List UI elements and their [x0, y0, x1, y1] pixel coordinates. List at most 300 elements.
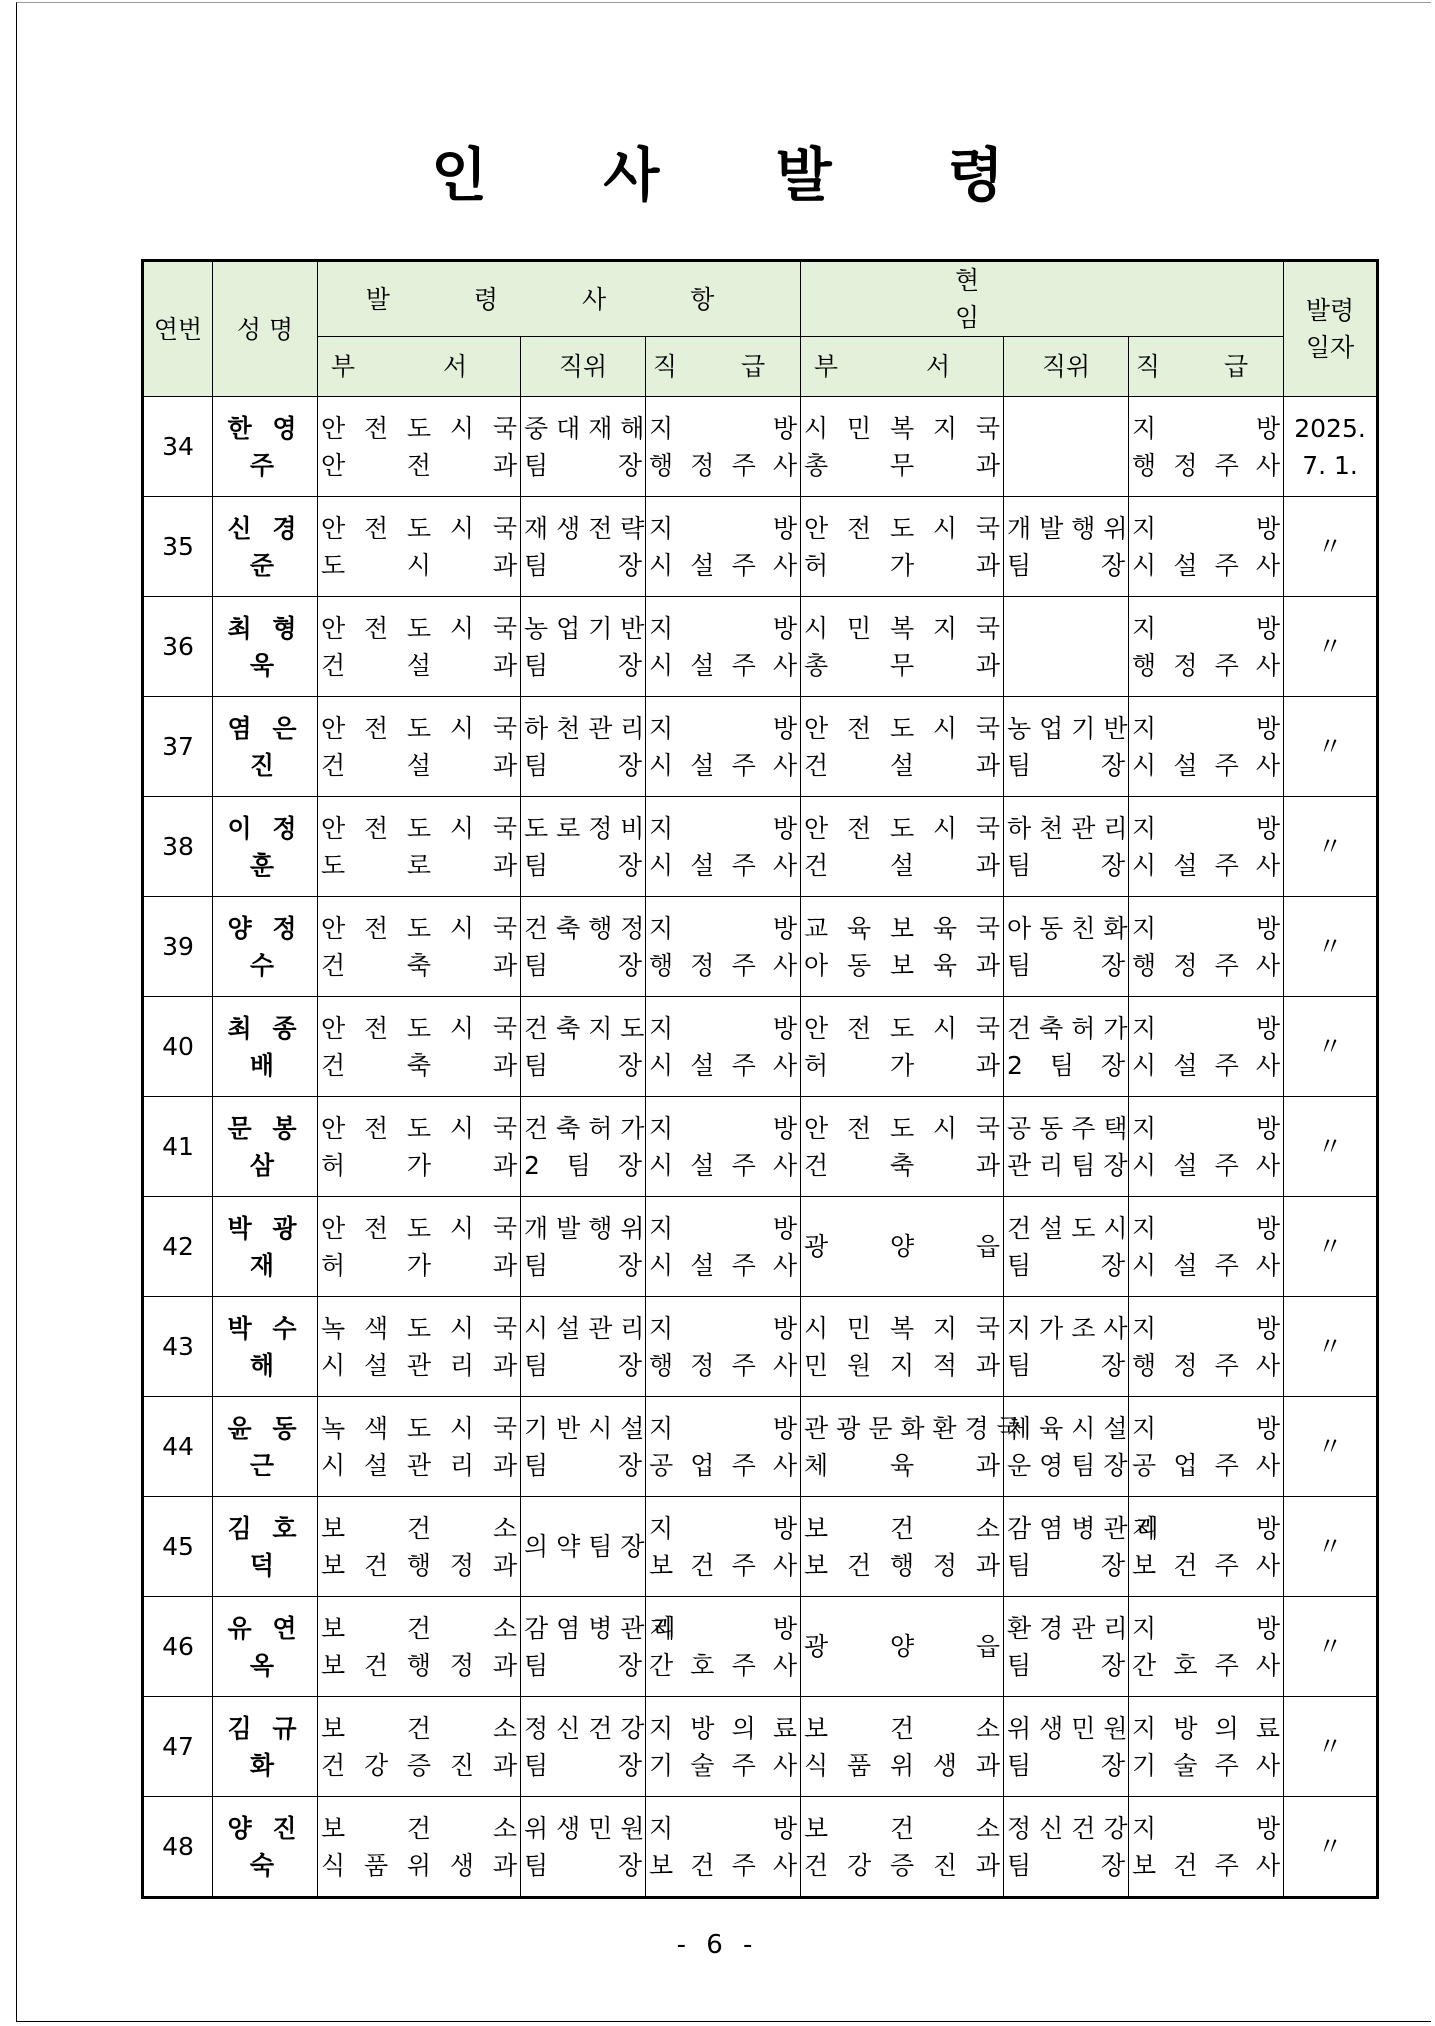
order-rank — [646, 1397, 801, 1497]
table-row — [143, 1197, 1378, 1297]
order-rank — [646, 697, 801, 797]
order-rank-line-1: 지 방 — [649, 1613, 798, 1643]
current-position-line-1 — [1007, 410, 1125, 447]
current-rank-line-2: 시 설 주 사 — [1132, 750, 1281, 780]
current-rank — [1129, 1597, 1284, 1697]
current-dept-line-2: 민 원 지 적 과 — [804, 1350, 1001, 1380]
order-dept — [318, 1297, 521, 1397]
order-dept — [318, 1097, 521, 1197]
order-rank — [646, 1197, 801, 1297]
person-name: 김 규 화 — [213, 1697, 318, 1797]
order-position — [521, 1497, 646, 1597]
current-rank-line-1: 지 방 — [1132, 913, 1281, 943]
current-dept-line-1: 안 전 도 시 국 — [804, 813, 1001, 843]
row-number: 39 — [143, 897, 213, 997]
order-position-line-2: 팀 장 — [524, 850, 642, 880]
current-dept-line-1: 관 광 문 화 환 경 국 — [804, 1413, 1021, 1443]
order-dept-line-1: 안 전 도 시 국 — [321, 913, 517, 943]
current-position-line-1: 환 경 관 리 — [1007, 1613, 1128, 1643]
person-name: 이 정 훈 — [213, 797, 318, 897]
current-position-line-1: 하 천 관 리 — [1007, 813, 1128, 843]
current-position — [1004, 797, 1129, 897]
order-position-line-1: 의 약 팀 장 — [524, 1531, 645, 1561]
order-rank — [646, 1697, 801, 1797]
order-rank-line-1: 지 방 — [649, 413, 798, 443]
current-dept-line-1: 안 전 도 시 국 — [804, 713, 1001, 743]
order-rank-line-2: 기 술 주 사 — [649, 1750, 798, 1780]
order-rank-line-2: 시 설 주 사 — [649, 650, 798, 680]
person-name: 유 연 옥 — [213, 1597, 318, 1697]
person-name: 박 광 재 — [213, 1197, 318, 1297]
row-number: 47 — [143, 1697, 213, 1797]
order-dept — [318, 1197, 521, 1297]
table-row — [143, 697, 1378, 797]
current-dept — [801, 497, 1004, 597]
row-number: 36 — [143, 597, 213, 697]
table-row — [143, 1397, 1378, 1497]
order-date: 〃 — [1284, 597, 1378, 697]
current-position — [1004, 1197, 1129, 1297]
current-dept-line-2: 보 건 행 정 과 — [804, 1550, 1001, 1580]
order-date-line: 2025. — [1294, 413, 1366, 443]
order-rank-line-2: 시 설 주 사 — [649, 1150, 798, 1180]
current-position — [1004, 1297, 1129, 1397]
order-position-line-2: 팀 장 — [524, 1350, 642, 1380]
order-rank — [646, 1297, 801, 1397]
personnel-order-table — [141, 259, 1379, 1899]
order-position-line-1: 농 업 기 반 — [524, 613, 645, 643]
order-position — [521, 797, 646, 897]
order-dept — [318, 697, 521, 797]
order-rank — [646, 497, 801, 597]
current-position-line-2: 팀 장 — [1007, 1750, 1126, 1780]
row-number: 34 — [143, 397, 213, 497]
current-position-line-1: 농 업 기 반 — [1007, 713, 1128, 743]
order-dept — [318, 397, 521, 497]
table-row — [143, 397, 1378, 497]
order-dept-line-2: 시 설 관 리 과 — [321, 1350, 517, 1380]
current-position-line-2: 2 팀 장 — [1007, 1050, 1126, 1080]
order-rank-line-2: 행 정 주 사 — [649, 950, 798, 980]
order-position-line-1: 정 신 건 강 — [524, 1713, 645, 1743]
order-position-line-1: 건 축 지 도 — [524, 1013, 645, 1043]
header-date-line-1: 발령 — [1305, 296, 1355, 325]
current-dept — [801, 697, 1004, 797]
order-rank-line-1: 지 방 — [649, 613, 798, 643]
order-position-line-1: 기 반 시 설 — [524, 1413, 645, 1443]
order-dept-line-1: 녹 색 도 시 국 — [321, 1413, 517, 1443]
table-row — [143, 1697, 1378, 1797]
header-date — [1284, 261, 1378, 397]
order-dept-line-1: 안 전 도 시 국 — [321, 1013, 517, 1043]
current-rank-line-2: 시 설 주 사 — [1132, 550, 1281, 580]
current-rank-line-2: 시 설 주 사 — [1132, 1150, 1281, 1180]
current-dept — [801, 997, 1004, 1097]
current-rank-line-2: 행 정 주 사 — [1132, 950, 1281, 980]
current-rank — [1129, 497, 1284, 597]
person-name: 신 경 준 — [213, 497, 318, 597]
order-position — [521, 1597, 677, 1697]
order-rank-line-1: 지 방 — [649, 1413, 798, 1443]
current-dept-line-2: 건 축 과 — [804, 1150, 1001, 1180]
header-current-dept: 부 서 — [801, 337, 1004, 397]
document-title: 인 사 발 령 — [431, 141, 1052, 209]
order-dept — [318, 997, 521, 1097]
order-position — [521, 597, 646, 697]
person-name: 문 봉 삼 — [213, 1097, 318, 1197]
order-position-line-1: 위 생 민 원 — [524, 1813, 645, 1843]
current-dept-line-2: 식 품 위 생 과 — [804, 1750, 1001, 1780]
current-position-line-2: 팀 장 — [1007, 1550, 1126, 1580]
order-date: 〃 — [1284, 1597, 1378, 1697]
order-position — [521, 1197, 646, 1297]
current-rank — [1129, 997, 1284, 1097]
current-position-line-2: 관 리 팀 장 — [1007, 1150, 1128, 1180]
order-rank — [646, 997, 801, 1097]
header-order-rank: 직 급 — [646, 337, 801, 397]
current-dept — [801, 1697, 1004, 1797]
current-position — [1004, 1397, 1129, 1497]
current-dept-line-1: 보 건 소 — [804, 1513, 1001, 1543]
current-rank-line-2: 기 술 주 사 — [1132, 1750, 1281, 1780]
order-rank-line-1: 지 방 — [649, 713, 798, 743]
current-dept-line-1: 보 건 소 — [804, 1713, 1001, 1743]
current-position — [1004, 1497, 1160, 1597]
current-rank-line-1: 지 방 — [1132, 1813, 1281, 1843]
current-dept — [801, 897, 1004, 997]
current-position-line-1: 개 발 행 위 — [1007, 513, 1128, 543]
current-position-line-1: 건 설 도 시 — [1007, 1213, 1128, 1243]
order-position — [521, 1397, 646, 1497]
order-dept-line-2: 보 건 행 정 과 — [321, 1650, 517, 1680]
order-dept — [318, 1697, 521, 1797]
current-dept-line-1: 광 양 읍 — [804, 1631, 1001, 1661]
current-rank-line-1: 지 방 — [1132, 1213, 1281, 1243]
order-dept-line-1: 보 건 소 — [321, 1613, 517, 1643]
order-date-line: 7. 1. — [1302, 450, 1358, 480]
table-row — [143, 1597, 1378, 1697]
order-position-line-1: 하 천 관 리 — [524, 713, 645, 743]
current-dept — [801, 1497, 1004, 1597]
order-dept-line-2: 허 가 과 — [321, 1250, 517, 1280]
current-dept-line-2: 아 동 보 육 과 — [804, 950, 1001, 980]
current-dept-line-2: 건 강 증 진 과 — [804, 1850, 1001, 1880]
order-dept-line-2: 건 강 증 진 과 — [321, 1750, 517, 1780]
order-rank-line-2: 시 설 주 사 — [649, 750, 798, 780]
current-position-line-1: 감 염 병 관 리 — [1007, 1513, 1160, 1543]
order-position-line-1: 도 로 정 비 — [524, 813, 645, 843]
current-position-line-1: 공 동 주 택 — [1007, 1113, 1128, 1143]
current-rank — [1129, 1697, 1284, 1797]
current-position-line-2 — [1007, 647, 1125, 684]
table-row — [143, 1797, 1378, 1898]
current-position-line-2: 팀 장 — [1007, 550, 1126, 580]
header-order-group: 발 령 사 항 — [318, 261, 801, 337]
order-position — [521, 1697, 646, 1797]
order-date: 〃 — [1284, 1097, 1378, 1197]
header-order-position: 직위 — [521, 337, 646, 397]
order-dept-line-2: 도 시 과 — [321, 550, 517, 580]
row-number: 48 — [143, 1797, 213, 1898]
order-position-line-2: 팀 장 — [524, 550, 642, 580]
current-rank-line-2: 행 정 주 사 — [1132, 650, 1281, 680]
order-rank-line-1: 지 방 — [649, 513, 798, 543]
order-dept — [318, 1397, 521, 1497]
header-current-position: 직위 — [1004, 337, 1129, 397]
current-rank-line-1: 지 방 — [1132, 1113, 1281, 1143]
order-position — [521, 397, 646, 497]
current-position-line-1: 아 동 친 화 — [1007, 913, 1128, 943]
order-date: 〃 — [1284, 697, 1378, 797]
current-dept — [801, 1097, 1004, 1197]
current-rank — [1129, 697, 1284, 797]
order-position-line-2: 팀 장 — [524, 1450, 642, 1480]
current-rank-line-1: 지 방 — [1132, 1613, 1281, 1643]
order-date: 〃 — [1284, 1797, 1378, 1898]
order-rank — [646, 1497, 801, 1597]
current-position — [1004, 1697, 1129, 1797]
current-rank-line-1: 지 방 — [1132, 513, 1281, 543]
current-position-line-2: 팀 장 — [1007, 1250, 1126, 1280]
order-rank-line-2: 시 설 주 사 — [649, 1050, 798, 1080]
current-dept-line-1: 시 민 복 지 국 — [804, 1313, 1001, 1343]
current-position-line-2: 팀 장 — [1007, 950, 1126, 980]
row-number: 45 — [143, 1497, 213, 1597]
current-rank — [1129, 1497, 1284, 1597]
order-position — [521, 1097, 646, 1197]
order-dept — [318, 797, 521, 897]
current-dept-line-2: 허 가 과 — [804, 550, 1001, 580]
current-dept — [801, 1397, 1021, 1497]
order-dept-line-2: 안 전 과 — [321, 450, 517, 480]
order-date: 〃 — [1284, 1697, 1378, 1797]
order-dept — [318, 1497, 521, 1597]
current-rank-line-1: 지 방 의 료 — [1132, 1713, 1281, 1743]
current-position-line-1: 지 가 조 사 — [1007, 1313, 1128, 1343]
person-name: 윤 동 근 — [213, 1397, 318, 1497]
order-dept-line-1: 안 전 도 시 국 — [321, 413, 517, 443]
current-dept — [801, 1197, 1004, 1297]
header-current-group: 현 임 — [801, 261, 1284, 337]
current-position — [1004, 897, 1129, 997]
current-dept-line-1: 시 민 복 지 국 — [804, 613, 1001, 643]
order-rank — [646, 797, 801, 897]
current-dept-line-1: 안 전 도 시 국 — [804, 1013, 1001, 1043]
current-rank — [1129, 597, 1284, 697]
person-name: 박 수 해 — [213, 1297, 318, 1397]
current-position-line-2: 팀 장 — [1007, 1650, 1126, 1680]
order-dept — [318, 497, 521, 597]
order-rank — [646, 1797, 801, 1898]
row-number: 46 — [143, 1597, 213, 1697]
order-position-line-2: 2 팀 장 — [524, 1150, 642, 1180]
order-dept-line-1: 보 건 소 — [321, 1513, 517, 1543]
current-position — [1004, 397, 1129, 497]
current-position-line-2: 팀 장 — [1007, 1850, 1126, 1880]
row-number: 41 — [143, 1097, 213, 1197]
current-rank-line-1: 지 방 — [1132, 813, 1281, 843]
current-position-line-2 — [1007, 447, 1125, 484]
current-position — [1004, 597, 1129, 697]
order-dept-line-1: 안 전 도 시 국 — [321, 513, 517, 543]
row-number: 35 — [143, 497, 213, 597]
order-dept — [318, 897, 521, 997]
current-rank-line-2: 시 설 주 사 — [1132, 1050, 1281, 1080]
current-position-line-1: 체 육 시 설 — [1007, 1413, 1128, 1443]
order-dept-line-1: 안 전 도 시 국 — [321, 713, 517, 743]
order-position-line-1: 건 축 행 정 — [524, 913, 645, 943]
current-dept-line-1: 시 민 복 지 국 — [804, 413, 1001, 443]
current-position-line-1 — [1007, 610, 1125, 647]
order-dept-line-2: 보 건 행 정 과 — [321, 1550, 517, 1580]
order-rank-line-1: 지 방 — [649, 1313, 798, 1343]
order-rank-line-2: 행 정 주 사 — [649, 450, 798, 480]
order-position-line-2: 팀 장 — [524, 650, 642, 680]
order-dept-line-1: 안 전 도 시 국 — [321, 1113, 517, 1143]
current-rank-line-2: 시 설 주 사 — [1132, 1250, 1281, 1280]
order-position-line-1: 시 설 관 리 — [524, 1313, 645, 1343]
current-rank — [1129, 797, 1284, 897]
order-position-line-2: 팀 장 — [524, 1850, 642, 1880]
current-rank-line-1: 지 방 — [1132, 1513, 1281, 1543]
order-dept-line-2: 건 축 과 — [321, 950, 517, 980]
table-row — [143, 797, 1378, 897]
current-rank — [1129, 1197, 1284, 1297]
order-dept-line-1: 안 전 도 시 국 — [321, 813, 517, 843]
page-number: - 6 - — [676, 1930, 759, 1960]
current-rank — [1129, 897, 1284, 997]
order-position-line-2: 팀 장 — [524, 1650, 642, 1680]
order-date: 〃 — [1284, 1197, 1378, 1297]
current-rank-line-1: 지 방 — [1132, 1413, 1281, 1443]
order-rank-line-2: 행 정 주 사 — [649, 1350, 798, 1380]
order-rank-line-1: 지 방 의 료 — [649, 1713, 798, 1743]
person-name: 한 영 주 — [213, 397, 318, 497]
table-row — [143, 1497, 1378, 1597]
order-position-line-2: 팀 장 — [524, 1050, 642, 1080]
current-position-line-2: 팀 장 — [1007, 850, 1126, 880]
order-position-line-1: 건 축 허 가 — [524, 1113, 645, 1143]
person-name: 최 형 욱 — [213, 597, 318, 697]
order-rank-line-2: 간 호 주 사 — [649, 1650, 798, 1680]
current-position — [1004, 697, 1129, 797]
current-rank-line-2: 행 정 주 사 — [1132, 450, 1281, 480]
current-position-line-2: 팀 장 — [1007, 750, 1126, 780]
order-dept — [318, 1597, 521, 1697]
header-no: 연번 — [143, 261, 213, 397]
current-rank-line-1: 지 방 — [1132, 413, 1281, 443]
current-dept — [801, 1597, 1004, 1697]
order-date: 〃 — [1284, 997, 1378, 1097]
current-dept-line-1: 광 양 읍 — [804, 1231, 1001, 1261]
current-rank-line-2: 보 건 주 사 — [1132, 1850, 1281, 1880]
current-dept-line-1: 안 전 도 시 국 — [804, 513, 1001, 543]
current-dept-line-2: 건 설 과 — [804, 850, 1001, 880]
order-position-line-2: 팀 장 — [524, 1750, 642, 1780]
current-rank — [1129, 1297, 1284, 1397]
order-date: 〃 — [1284, 797, 1378, 897]
order-position — [521, 697, 646, 797]
order-dept — [318, 597, 521, 697]
header-row-2 — [143, 337, 1378, 397]
order-dept-line-1: 안 전 도 시 국 — [321, 613, 517, 643]
order-date: 〃 — [1284, 1397, 1378, 1497]
current-rank-line-2: 보 건 주 사 — [1132, 1550, 1281, 1580]
order-rank — [646, 597, 801, 697]
row-number: 43 — [143, 1297, 213, 1397]
order-date: 〃 — [1284, 897, 1378, 997]
table-row — [143, 997, 1378, 1097]
order-rank-line-2: 시 설 주 사 — [649, 1250, 798, 1280]
order-dept-line-2: 건 축 과 — [321, 1050, 517, 1080]
table-row — [143, 897, 1378, 997]
row-number: 37 — [143, 697, 213, 797]
current-dept-line-1: 교 육 보 육 국 — [804, 913, 1001, 943]
current-dept-line-2: 총 무 과 — [804, 450, 1001, 480]
current-dept-line-2: 건 설 과 — [804, 750, 1001, 780]
current-rank-line-1: 지 방 — [1132, 613, 1281, 643]
header-name: 성 명 — [213, 261, 318, 397]
order-dept-line-2: 식 품 위 생 과 — [321, 1850, 517, 1880]
person-name: 김 호 덕 — [213, 1497, 318, 1597]
order-position — [521, 1797, 646, 1898]
order-rank-line-1: 지 방 — [649, 813, 798, 843]
current-position — [1004, 997, 1129, 1097]
order-rank-line-2: 시 설 주 사 — [649, 850, 798, 880]
row-number: 42 — [143, 1197, 213, 1297]
current-dept-line-2: 체 육 과 — [804, 1450, 1001, 1480]
current-rank-line-1: 지 방 — [1132, 1313, 1281, 1343]
row-number: 40 — [143, 997, 213, 1097]
order-rank — [646, 897, 801, 997]
order-position-line-1: 감 염 병 관 리 — [524, 1613, 677, 1643]
order-rank-line-2: 시 설 주 사 — [649, 550, 798, 580]
order-position — [521, 997, 646, 1097]
header-date-line-2: 일자 — [1305, 333, 1355, 362]
current-rank — [1129, 397, 1284, 497]
order-dept-line-1: 보 건 소 — [321, 1813, 517, 1843]
current-rank — [1129, 1097, 1284, 1197]
order-rank-line-1: 지 방 — [649, 1113, 798, 1143]
header-order-dept: 부 서 — [318, 337, 521, 397]
order-rank-line-1: 지 방 — [649, 1513, 798, 1543]
order-rank-line-2: 보 건 주 사 — [649, 1850, 798, 1880]
order-rank-line-1: 지 방 — [649, 913, 798, 943]
current-position-line-2: 운 영 팀 장 — [1007, 1450, 1128, 1480]
order-rank-line-2: 보 건 주 사 — [649, 1550, 798, 1580]
person-name: 염 은 진 — [213, 697, 318, 797]
current-position — [1004, 1597, 1129, 1697]
header-current-rank: 직 급 — [1129, 337, 1284, 397]
current-dept — [801, 397, 1004, 497]
current-position — [1004, 497, 1129, 597]
order-position — [521, 897, 646, 997]
current-rank-line-1: 지 방 — [1132, 713, 1281, 743]
table-row — [143, 497, 1378, 597]
current-dept-line-2: 허 가 과 — [804, 1050, 1001, 1080]
order-rank — [646, 397, 801, 497]
current-dept-line-1: 보 건 소 — [804, 1813, 1001, 1843]
table-row — [143, 597, 1378, 697]
current-rank — [1129, 1397, 1284, 1497]
person-name: 양 정 수 — [213, 897, 318, 997]
current-dept — [801, 597, 1004, 697]
current-position-line-1: 정 신 건 강 — [1007, 1813, 1128, 1843]
table-row — [143, 1097, 1378, 1197]
order-rank-line-1: 지 방 — [649, 1013, 798, 1043]
person-name: 양 진 숙 — [213, 1797, 318, 1898]
row-number: 38 — [143, 797, 213, 897]
